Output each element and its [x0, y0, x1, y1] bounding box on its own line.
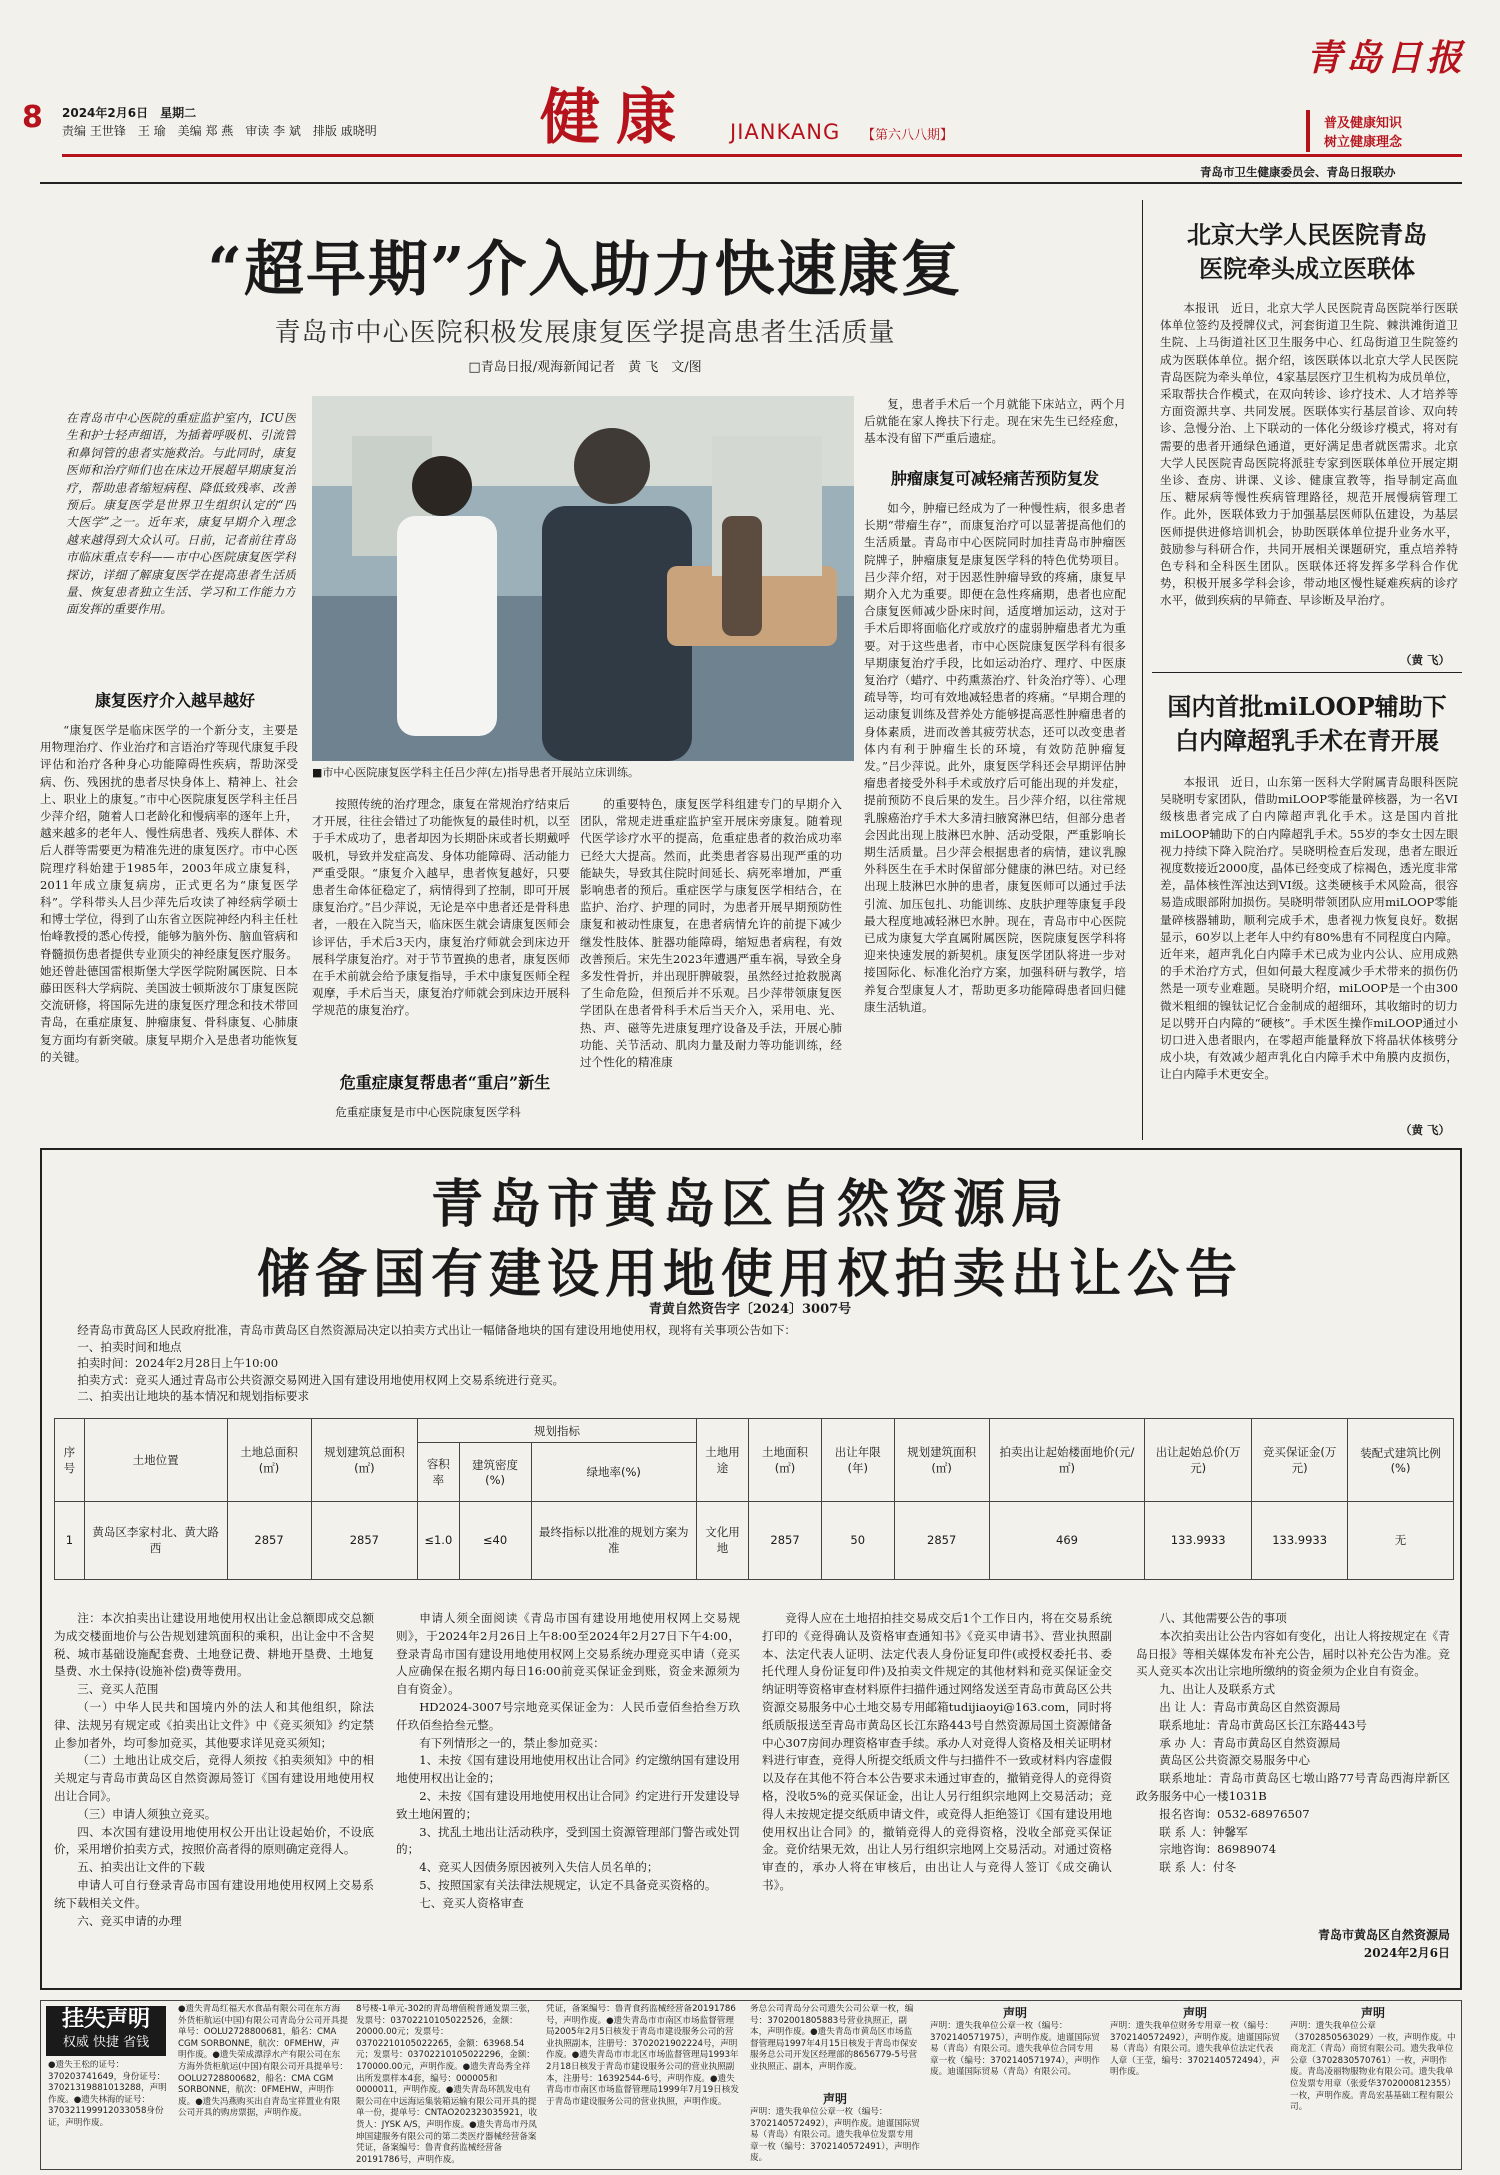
ann-para: 竞得人应在土地招拍挂交易成交后1个工作日内，将在交易系统打印的《竞得确认及资格审查通知书》《竞买申请书》、营业执照副本、法定代表人证明、法定代表人身份证复印件(或授权委托书、委托代理人身份证复印件)及拍卖文件规定的其他材料和竞买保证金交纳证明等资格审查材料原件扫描件通过网络发送至青岛市黄岛区公共资源交易服务中心土地交易专用邮箱tudijiaoyi@163.com，同时将纸质版报送至青岛市黄岛区长江东路443号自然资源局国土资源储备中心307房间办理资格审查手续。承办人对竞得人资格及相关证明材料进行审查，竞得人所提交纸质文件与扫描件不一致或材料内容虚假以及存在其他不符合本公告要求未通过审查的，撤销竞得人的竞得资格，没收5%的竞买保证金，出让人另行组织宗地网上交易活动；竞得人未按规定提交纸质申请文件，或竞得人拒绝签订《国有建设用地使用权出让合同》的，撤销竞得人的竞得资格，没收全部竞买保证金。竞价结果无效，出让人另行组织宗地网上交易活动。对通过资格审查的，承办人将在审核后，由出让人与竞得人签订《成交确认书》。	[762, 1611, 1112, 1892]
ann-para: 报名咨询：0532-68976507	[1159, 1806, 1310, 1821]
ann-para: 七、竞买人资格审查	[419, 1895, 524, 1910]
cell-planned-floor-area: 2857	[894, 1501, 989, 1580]
notice-cell: 声明：遗失我单位公章一枚（编号：3702140571975），声明作废。迪谨国际贸易（青岛）有限公司。遗失我单位合同专用章一枚（编号：3702140571974），声明作废。迪谨国际贸易（青岛）有限公司。	[930, 2021, 1100, 2078]
announcement-col-3	[762, 1610, 1112, 1980]
ann-para: 2、未按《国有建设用地使用权出让合同》约定进行开发建设导致土地闲置的；	[396, 1788, 740, 1821]
ann-para: 本次拍卖出让公告内容如有变化，出让人将按规定在《青岛日报》等相关媒体发布补充公告，届时以补充公告为准。竞买人竞买本次出让宗地所缴纳的资金须为企业自有资金。	[1136, 1628, 1450, 1679]
th-density: 建筑密度(%)	[459, 1443, 531, 1501]
side1-body-text: 本报讯 近日，北京大学人民医院青岛医院举行医联体单位签约及授牌仪式，河套街道卫生院、棘洪滩街道卫生院、上马街道社区卫生服务中心、红岛街道卫生院签约成为医联体单位。据介绍，该医联体以北京大学人民医院青岛医院为牵头单位，4家基层医疗卫生机构为成员单位，采取帮扶合作模式，在双向转诊、诊疗技术、人才培养等方面资源共享、共同发展。医联体实行基层首诊、双向转诊、急慢分治、上下联动的一体化分级诊疗模式，将对有需要的患者开通绿色通道，更好满足患者就医需求。北京大学人民医院青岛医院将派驻专家到医联体单位开展定期坐诊、查房、讲课、义诊、健康宣教等，指导制定高血压、糖尿病等慢性疾病管理路径，规范开展慢病管理工作。此外，医联体致力于加强基层医师队伍建设，为基层医师提供进修培训机会，协助医联体单位提升业务水平，鼓励参与科研合作，共同开展相关课题研究，重点培养特色专科和全科医生团队。医联体还将发挥多学科合作优势，积极开展多学科会诊，带动地区慢性疑难疾病的诊疗水平，做到疾病的早筛查、早诊断及早治疗。	[1160, 301, 1458, 608]
cell-green-ratio: 最终指标以批准的规划方案为准	[531, 1501, 696, 1580]
header-date: 2024年2月6日 星期二	[62, 106, 197, 120]
cell-deposit: 133.9933	[1252, 1501, 1348, 1580]
th-serial: 序号	[55, 1419, 85, 1502]
issue-number: 【第六八八期】	[862, 128, 954, 143]
cell-serial: 1	[55, 1501, 85, 1580]
section-pinyin: JIANKANG	[730, 120, 841, 144]
ann-para: （三）申请人须独立竞买。	[77, 1806, 217, 1821]
announcement-col-2	[396, 1610, 740, 1980]
ann-para: 4、竞买人因债务原因被列入失信人员名单的；	[419, 1860, 659, 1875]
newspaper-logo: 青岛日报	[1306, 37, 1467, 79]
th-deposit: 竞买保证金(万元)	[1252, 1419, 1348, 1502]
notice-cell: 务总公司青岛分公司遗失公司公章一枚，编号：3702001805883号营业执照正，副本，声明作废。●遗失青岛市黄岛区市场监督管理局1997年4月15日核发于青岛市保安服务总公司开发区经理部的8656779-5号营业执照正、副本，声明作废。	[750, 2004, 918, 2072]
notice-cell: 声明：遗失我单位公章（3702850563029）一枚，声明作废。中商龙汇（青岛）商贸有限公司。遗失我单位公章（3702830570761）一枚，声明作废。青岛凌丽物服物业有限公司。遗失我单位发票专用章（张爱华3702000812355）一枚，声明作废。青岛宏基基础工程有限公司。	[1290, 2021, 1456, 2113]
side1-body	[1160, 300, 1458, 652]
cell-prefab-ratio: 无	[1348, 1501, 1454, 1580]
slogan-line-2: 树立健康理念	[1324, 135, 1403, 150]
notice-head: 声明	[1182, 2006, 1207, 2020]
notice-cell: 声明：遗失我单位财务专用章一枚（编号：3702140572492），声明作废。迪谨国际贸易（青岛）有限公司。遗失我单位法定代表人章（王莹，编号：3702140572494），声明作废。	[1110, 2021, 1280, 2078]
th-total-area: 土地总面积(㎡)	[227, 1419, 311, 1502]
notice-head: 声明	[822, 2092, 847, 2106]
article-col-3	[580, 796, 842, 1140]
article-col-2-text: 按照传统的治疗理念，康复在常规治疗结束后才开展，往往会错过了功能恢复的最佳时机，以至于手术成功了，患者却因为长期卧床或者长期戴呼吸机，导致并发症高发、身体功能障碍、活动能力严重受限。“康复介入越早，患者恢复越好，只要患者生命体征稳定了，病情得到了控制，即可开展康复治疗。”吕少萍说，无论是卒中患者还是骨科患者，一般在入院当天，临床医生就会请康复医师会诊评估，手术后3天内，康复治疗师就会到床边开展科学康复治疗。对于节节置换的患者，康复医师在手术前就会给予康复指导，手术中康复医师全程观摩，手术后当天，康复治疗师就会到床边开展科学规范的康复治疗。	[312, 797, 570, 1018]
ann-para: （二）土地出让成交后，竞得人须按《拍卖须知》中的相关规定与青岛市黄岛区自然资源局签订《国有建设用地使用权出让合同》。	[54, 1753, 374, 1803]
cell-land-area: 2857	[749, 1501, 822, 1580]
side-divider	[1152, 672, 1462, 673]
notices-banner-sub: 权威 快捷 省钱	[62, 2035, 150, 2050]
article-col-1-text: “康复医学是临床医学的一个新分支，主要是用物理治疗、作业治疗和言语治疗等现代康复手段评估和治疗各种身心功能障碍性疾病，帮助深受病、伤、残困扰的患者尽快身体上、精神上、社会上、职业上的康复。”市中心医院康复医学科主任吕少萍介绍，随着人口老龄化和慢病率的逐年上升，越来越多的老年人、慢性病患者、残疾人群体、术后人群等需要更为精准先进的康复医疗。市中心医院理疗科始建于1985年，2003年成立康复科，2011年成立康复病房，正式更名为“康复医学科”。学科带头人吕少萍先后攻读了神经病学硕士和博士学位，得到了山东省立医院神经内科主任杜怡峰教授的悉心传授，能够为脑外伤、脑血管病和脊髓损伤患者提供专业顶尖的神经康复医疗服务。她还曾赴德国雷根斯堡大学医学院附属医院、日本藤田医科大学病院、美国波士顿斯波尔丁康复医院交流研修，将国际先进的康复医疗理念和技术带回青岛，在重症康复、肿瘤康复、骨科康复、心肺康复方面均有新突破。康复早期介入是患者功能恢复的关键。	[40, 723, 298, 1064]
notices-banner-title: 挂失声明	[61, 2007, 150, 2032]
ann-para: （一）中华人民共和国境内外的法人和其他组织，除法律、法规另有规定或《拍卖出让文件》中《竞买须知》约定禁止参加者外，均可参加竞买，其他要求详见竞买须知；	[54, 1699, 374, 1750]
article-photo	[312, 396, 854, 761]
cell-start-floor-price: 469	[989, 1501, 1144, 1580]
ann-para: 3、扰乱土地出让活动秩序，受到国土资源管理部门警告或处罚的；	[396, 1824, 740, 1857]
notice-head: 声明	[1002, 2006, 1027, 2020]
article-col-2b-text: 危重症康复是市中心医院康复医学科	[335, 1105, 521, 1119]
article-lead: 在青岛市中心医院的重症监护室内，ICU医生和护士轻声细语，为插着呼吸机、引流管和鼻饲管的患者实施救治。与此同时，康复医师和治疗师们也在床边开展超早期康复治疗，帮助患者缩短病程、降低致残率、改善预后。康复医学是世界卫生组织认定的“四大医学”之一。近年来，康复早期介入理念越来越得到大众认可。日前，记者前往青岛市临床重点专科——市中心医院康复医学科探访，详细了解康复医学在提高患者生活质量、恢复患者独立生活、学习和工作能力方面发挥的重要作用。	[66, 411, 296, 617]
intro-line: 拍卖方式：竞买人通过青岛市公共资源交易网进入国有建设用地使用权网上交易系统进行竞买。	[77, 1372, 565, 1387]
announcement-doc-number: 青黄自然资告字〔2024〕3007号	[648, 1302, 852, 1317]
ann-para: 联 系 人：付冬	[1159, 1860, 1237, 1875]
th-planning-indicators: 规划指标	[418, 1419, 697, 1443]
cell-location: 黄岛区李家村北、黄大路西	[84, 1501, 227, 1580]
main-headline: “超早期”介入助力快速康复	[207, 235, 963, 305]
slogan	[1324, 114, 1402, 152]
announcement-col-4	[1136, 1610, 1450, 1920]
subhead-3: 肿瘤康复可减轻痛苦预防复发	[890, 469, 1099, 488]
header-rule	[62, 154, 1462, 157]
cell-total-area: 2857	[227, 1501, 311, 1580]
slogan-line-1: 普及健康知识	[1324, 116, 1403, 131]
ann-para: HD2024-3007号宗地竞买保证金为：人民币壹佰叁拾叁万玖仟玖佰叁拾叁元整。	[396, 1699, 740, 1732]
notice-cell: 8号楼-1单元-302的青岛增值税普通发票三张，发票号：03702210105022526，金额：20000.00元；发票号：03702210105022265，金额：63968.54元；发票号：03702210105022296，金额：170000.00元，声明作废。●遗失青岛秀全祥出所发票样本4套，编号：000005和0000011，声明作废。●遗失青岛环凯发电有限公司在中远海运集装箱运输有限公司开具的提单一份，提单号：CNTAO202323035921，收货人：JYSK A/S，声明作废。●遗失青岛市丹凤坤国建服务有限公司的第二类医疗器械经营备案凭证，备案编号：鲁青食药监械经营备20191786号，声明作废。	[356, 2004, 538, 2165]
notice-head: 声明	[1360, 2006, 1385, 2020]
photo-illustration	[312, 396, 854, 761]
cell-land-use: 文化用地	[696, 1501, 748, 1580]
main-subheadline: 青岛市中心医院积极发展康复医学提高患者生活质量	[274, 318, 896, 348]
ann-para: 申请人须全面阅读《青岛市国有建设用地使用权网上交易规则》，于2024年2月26日上午8:00至2024年2月27日下午4:00，登录青岛市国有建设用地使用权网上交易系统办理竞买申请（竞买人应确保在报名期内每日16:00前竞买保证金到账，资金来源须为自有资金）。	[396, 1611, 740, 1697]
cell-term: 50	[821, 1501, 894, 1580]
cell-start-total: 133.9933	[1145, 1501, 1252, 1580]
announcement-col-1	[54, 1610, 374, 1980]
signature-org: 青岛市黄岛区自然资源局	[1317, 1928, 1450, 1942]
th-planned-floor-area: 规划建筑面积(㎡)	[894, 1419, 989, 1502]
article-col-4-text: 如今，肿瘤已经成为了一种慢性病，很多患者长期“带瘤生存”，而康复治疗可以显著提高他们的生活质量。青岛市中心医院同时加挂青岛市肿瘤医院牌子，肿瘤康复是康复医学科的特色优势项目。吕少萍介绍，对于因恶性肿瘤导致的疼痛，康复早期介入尤为重要。即便在急性疼痛期，患者也应配合康复医师减少卧床时间，适度增加运动，这对于手术后即将面临化疗或放疗的虚弱肿瘤患者尤为重要。对于这些患者，市中心医院康复医学科有很多早期康复治疗手段，比如运动治疗、理疗、中医康复治疗（蜡疗、中药熏蒸治疗、针灸治疗等）、心理疏导等，均可有效地减轻患者的疼痛。“早期合理的运动康复训练及营养处方能够提高恶性肿瘤患者的身体素质，进而改善其疲劳状态，还可以改变患者体内有利于肿瘤生长的环境，有效防范肿瘤复发。”吕少萍说。此外，康复医学科还会早期评估肿瘤患者接受外科手术或放疗后可能出现的并发症，提前预防不良后果的发生。吕少萍介绍，以往常规乳腺癌治疗手术大多清扫腋窝淋巴结，但部分患者会因此出现上肢淋巴水肿、活动受限，严重影响长期生活质量。吕少萍会根据患者的病情，建议乳腺外科医生在手术时保留部分健康的淋巴结。对已经出现上肢淋巴水肿的患者，康复医师可以通过手法引流、加压包扎、功能训练、皮肤护理等康复手段最大程度地减轻淋巴水肿。现在，青岛市中心医院已成为康复大学直属附属医院，医院康复医学科将迎来快速发展的新契机。康复医学团队将进一步对接国际化、标准化治疗方案，加强科研与教学，培养复合型康复人才，帮助更多功能障碍患者回归健康生活轨道。	[864, 501, 1126, 1014]
header-editors: 责编 王世锋 王 瑜 美编 郑 燕 审读 李 斌 排版 戚晓明	[62, 124, 377, 138]
article-col-4-top-text: 复，患者手术后一个月就能下床站立，两个月后就能在家人搀扶下行走。现在宋先生已经痊愈，基本没有留下严重后遗症。	[864, 397, 1126, 446]
ann-para: 九、出让人及联系方式	[1159, 1682, 1276, 1697]
notice-cell: ●遗失青岛红福天水食品有限公司在东方海外货柜航运(中国)有限公司青岛分公司开具提单号：OOLU2728800681，船名：CMA CGM SORBONNE，航次：0FMEHW，声明作废。●遗失荣成漂浮水产有限公司在东方海外货柜航运(中国)有限公司开具提单号：OOLU2728800682，船名：CMA CGM SORBONNE，航次：0FMEHW，声明作废。●遗失冯燕购买出自青岛宝祥置业有限公司开具的购房票据，声明作废。	[178, 2004, 348, 2119]
ann-para: 联系地址：青岛市黄岛区七墩山路77号青岛西海岸新区政务服务中心一楼1031B	[1136, 1771, 1450, 1803]
ann-para: 联系地址：青岛市黄岛区长江东路443号	[1159, 1717, 1367, 1732]
table-row	[55, 1501, 1454, 1580]
side1-title-line-2: 医院牵头成立医联体	[1199, 254, 1415, 283]
ann-para: 5、按照国家有关法律法规规定，认定不具备竞买资格的。	[419, 1877, 717, 1892]
notice-box	[1110, 2004, 1280, 2166]
page-number: 8	[22, 100, 43, 135]
intro-line: 一、拍卖时间和地点	[77, 1339, 182, 1354]
side2-author: （黄 飞）	[1400, 1123, 1451, 1137]
cell-plot-ratio: ≤1.0	[418, 1501, 459, 1580]
ann-para: 有下列情形之一的，禁止参加竞买：	[419, 1735, 605, 1750]
notice-cell: 声明：遗失我单位公章一枚（编号：3702140572492），声明作废。迪谨国际贸易（青岛）有限公司。遗失我单位发票专用章一枚（编号：3702140572491），声明作废。	[750, 2107, 920, 2163]
article-col-2	[312, 796, 570, 1052]
ann-para: 三、竞买人范围	[77, 1682, 159, 1697]
side2-title-line-2: 白内障超乳手术在青开展	[1175, 726, 1439, 755]
byline: □青岛日报/观海新闻记者 黄 飞 文/图	[468, 360, 702, 375]
th-term: 出让年限(年)	[821, 1419, 894, 1502]
side1-author: （黄 飞）	[1400, 653, 1451, 667]
parcel-table	[54, 1418, 1454, 1580]
side2-body	[1160, 774, 1458, 1120]
th-plot-ratio: 容积率	[418, 1443, 459, 1501]
ann-para: 联 系 人：钟馨军	[1159, 1824, 1248, 1839]
photo-caption: ■市中心医院康复医学科主任吕少萍(左)指导患者开展站立床训练。	[312, 766, 639, 779]
th-location: 土地位置	[84, 1419, 227, 1502]
ann-para: 四、本次国有建设用地使用权公开出让设起始价，不设底价，采用增价拍卖方式，按照价高者得的原则确定竞得人。	[54, 1824, 374, 1857]
header-rule-2	[40, 182, 1462, 184]
notice-box	[1290, 2004, 1456, 2166]
slogan-bar	[1306, 110, 1310, 152]
ann-para: 申请人可自行登录青岛市国有建设用地使用权网上交易系统下载相关文件。	[54, 1877, 374, 1910]
article-col-3-text: 的重要特色，康复医学科组建专门的早期介入团队，常规走进重症监护室开展床旁康复。随着现代医学诊疗水平的提高，危重症患者的救治成功率已经大大提高。然而，此类患者容易出现严重的功能缺失，导致其住院时间延长、病死率增加，严重影响患者的预后。重症医学与康复医学相结合，在监护、治疗、护理的同时，为患者开展早期预防性康复和被动性康复，在患者病情允许的前提下减少继发性肢体、脏器功能障碍，缩短患者病程，有效改善预后。宋先生2023年遭遇严重车祸，导致全身多发性骨折，并出现肝脾破裂，虽然经过抢救脱离了生命危险，但预后并不乐观。吕少萍带领康复医学团队在患者骨科手术后当天介入，采用电、光、热、声、磁等先进康复理疗设备及手法，开展心肺功能、关节活动、肌肉力量及耐力等功能训练，经过个性化的精准康	[580, 797, 842, 1070]
side2-title-line-1: 国内首批miLOOP辅助下	[1167, 692, 1447, 721]
th-start-floor-price: 拍卖出让起始楼面地价(元/㎡)	[989, 1419, 1144, 1502]
signature-date: 2024年2月6日	[1363, 1946, 1450, 1960]
article-col-1	[40, 722, 298, 1140]
th-start-total: 出让起始总价(万元)	[1145, 1419, 1252, 1502]
article-col-4-top	[864, 396, 1126, 458]
intro-line: 二、拍卖出让地块的基本情况和规划指标要求	[77, 1389, 310, 1404]
side1-title	[1152, 218, 1462, 286]
th-land-use: 土地用途	[696, 1419, 748, 1502]
ann-para: 五、拍卖出让文件的下载	[77, 1860, 205, 1875]
cell-planned-area: 2857	[311, 1501, 418, 1580]
side2-body-text: 本报讯 近日，山东第一医科大学附属青岛眼科医院吴晓明专家团队，借助miLOOP零能量碎核器，为一名VI级核患者完成了白内障超声乳化手术。这是国内首批miLOOP辅助下的白内障超乳手术。55岁的李女士因左眼视力持续下降入院治疗。吴晓明检查后发现，患者左眼近视度数接近2000度，晶体已经变成了棕褐色，透光度非常差，晶体核性浑浊达到VI级。这类硬核手术风险高，很容易造成眼部附加损伤。吴晓明带领团队应用miLOOP零能量碎核器辅助，顺利完成手术，患者视力恢复良好。数据显示，60岁以上老年人中约有80%患有不同程度白内障。近年来，超声乳化白内障手术已成为业内公认、应用成熟的手术治疗方式，但如何最大程度减少手术带来的损伤仍然是一项专业难题。吴晓明介绍，miLOOP是一个由300微米粗细的镍钛记忆合金制成的超细环，其收缩时的切力足以劈开白内障的“硬核”。手术医生操作miLOOP通过小切口进入患者眼内，在零超声能量释放下将晶状体核劈分成小块，有效减少超声乳化白内障手术中角膜内皮损伤，让白内障手术更安全。	[1160, 775, 1458, 1082]
side1-title-line-1: 北京大学人民医院青岛	[1187, 220, 1427, 249]
intro-line: 拍卖时间：2024年2月28日上午10:00	[77, 1356, 279, 1371]
ann-para: 宗地咨询：86989074	[1159, 1842, 1277, 1857]
ann-para: 承 办 人：青岛市黄岛区自然资源局	[1159, 1735, 1341, 1750]
th-land-area: 土地面积(㎡)	[749, 1419, 822, 1502]
side2-title	[1152, 690, 1462, 758]
th-prefab-ratio: 装配式建筑比例(%)	[1348, 1419, 1454, 1502]
notice-box	[930, 2004, 1100, 2166]
notices-banner	[46, 2006, 166, 2056]
issue-text: 第六八八期	[875, 128, 941, 143]
cell-density: ≤40	[459, 1501, 531, 1580]
ann-para: 六、竞买申请的办理	[77, 1913, 182, 1928]
announcement-title-2: 储备国有建设用地使用权拍卖出让公告	[256, 1245, 1243, 1305]
section-title: 健康	[540, 83, 692, 153]
column-divider	[1142, 200, 1143, 1140]
notice-cell: 凭证，备案编号：鲁青食药监械经营备20191786号，声明作废。●遗失青岛市市南区市场监督管理局2005年2月5日核发于青岛市建设服务公司的营业执照副本，注册号：3702021902224号，声明作废。●遗失青岛市市北区市场监督管理局1993年2月18日核发于青岛市建设服务公司的营业执照副本，注册号：16392544-6号，声明作废。●遗失青岛市市南区市场监督管理局1999年7月19日核发于青岛市建设服务公司的营业执照，声明作废。	[546, 2004, 739, 2107]
th-green-ratio: 绿地率(%)	[531, 1443, 696, 1501]
announcement-title-1: 青岛市黄岛区自然资源局	[430, 1175, 1069, 1235]
ann-para: 1、未按《国有建设用地使用权出让合同》约定缴纳国有建设用地使用权出让金的；	[396, 1753, 740, 1786]
article-col-2b	[312, 1104, 570, 1140]
intro-line: 经青岛市黄岛区人民政府批准，青岛市黄岛区自然资源局决定以拍卖方式出让一幅储备地块的国有建设用地使用权，现将有关事项公告如下：	[77, 1323, 797, 1337]
th-planned-area: 规划建筑总面积(㎡)	[311, 1419, 418, 1502]
ann-para: 出 让 人：青岛市黄岛区自然资源局	[1159, 1699, 1341, 1714]
notice-cell: ●遗失王松的证号：370203741649，身份证号：37021319881013288，声明作废。●遗失林海的证号：370321199912033058身份证，声明作废。	[48, 2060, 167, 2128]
ann-para: 注：本次拍卖出让建设用地使用权出让金总额即成交总额为成交楼面地价与公告规划建筑面积的乘积，出让金中不含契税、城市基础设施配套费、土地登记费、耕地开垦费、土地复垦费、水土保持(设施补偿)费等费用。	[54, 1611, 374, 1679]
ann-para: 黄岛区公共资源交易服务中心	[1159, 1753, 1310, 1768]
announcement-intro	[54, 1322, 1454, 1405]
article-col-4	[864, 500, 1126, 1140]
sponsor-line: 青岛市卫生健康委员会、青岛日报联办	[1200, 165, 1396, 179]
announcement-signature	[1136, 1926, 1450, 1962]
header-meta	[62, 104, 377, 140]
ann-para: 八、其他需要公告的事项	[1159, 1611, 1287, 1625]
notice-box	[750, 2090, 920, 2166]
subhead-2: 危重症康复帮患者“重启”新生	[339, 1073, 551, 1092]
subhead-1: 康复医疗介入越早越好	[94, 691, 255, 710]
